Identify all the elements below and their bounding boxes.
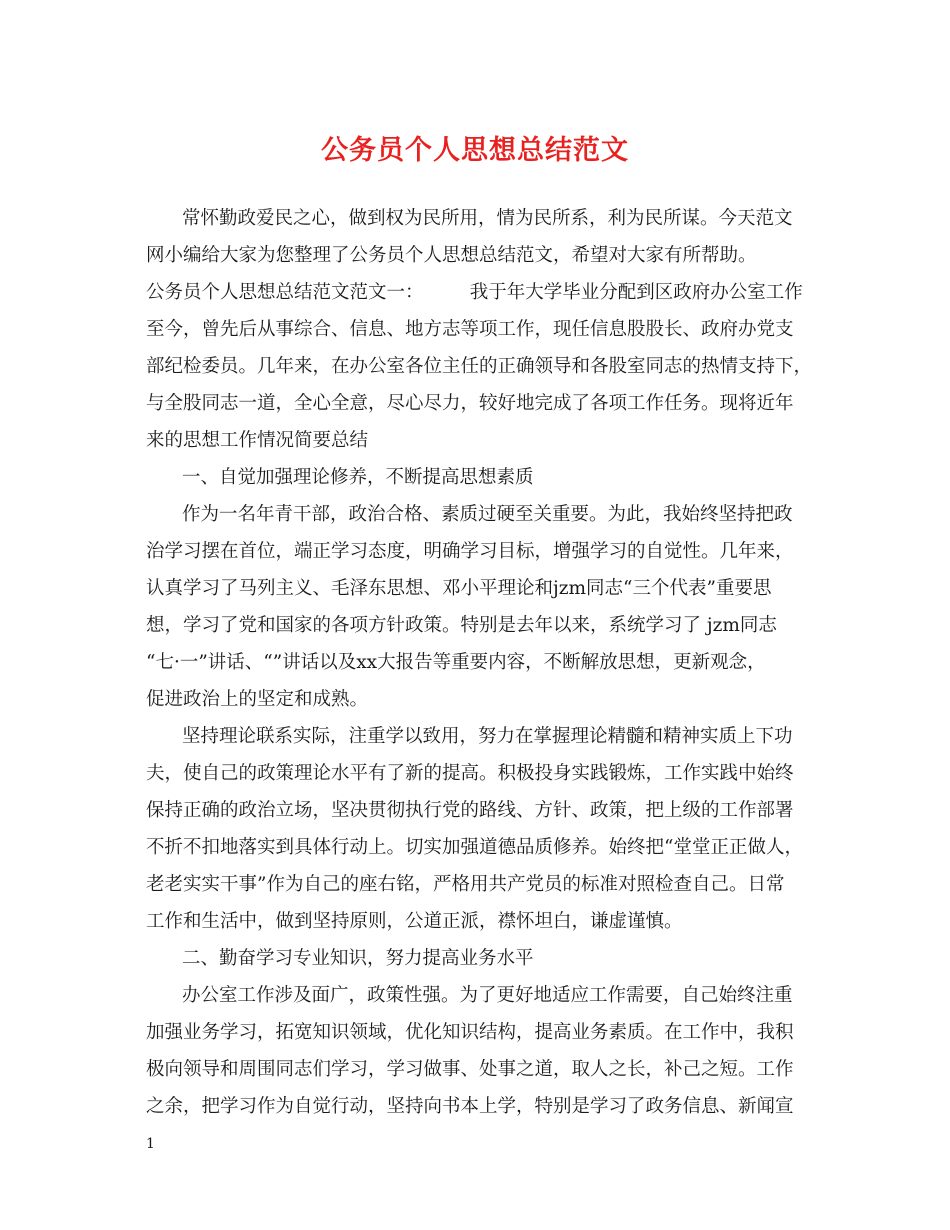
- text-line: 保持正确的政治立场，坚决贯彻执行党的路线、方针、政策，把上级的工作部署: [146, 800, 794, 821]
- text-line: 老老实实干事”作为自己的座右铭，严格用共产党员的标准对照检查自己。日常: [146, 874, 785, 895]
- text-line: 办公室工作涉及面广，政策性强。为了更好地适应工作需要，自己始终注重: [182, 985, 793, 1006]
- text-line: 夫，使自己的政策理论水平有了新的提高。积极投身实践锻炼，工作实践中始终: [146, 763, 794, 784]
- text-line: 作为一名年青干部，政治合格、素质过硬至关重要。为此，我始终坚持把政: [182, 504, 793, 525]
- text-line: 公务员个人思想总结范文范文一： 我于年大学毕业分配到区政府办公室工作: [146, 282, 803, 303]
- text-line: 坚持理论联系实际，注重学以致用，努力在掌握理论精髓和精神实质上下功: [182, 726, 793, 747]
- text-line: 工作和生活中，做到坚持原则，公道正派，襟怀坦白，谦虚谨慎。: [146, 911, 683, 932]
- text-line: 治学习摆在首位，端正学习态度，明确学习目标，增强学习的自觉性。几年来，: [146, 541, 794, 562]
- text-line: 来的思想工作情况简要总结: [146, 430, 369, 451]
- text-line: “七·一”讲话、“”讲话以及xx大报告等重要内容，不断解放思想，更新观念，: [146, 652, 766, 673]
- section-heading: 二、勤奋学习专业知识，努力提高业务水平: [182, 948, 534, 969]
- text-line: 想，学习了党和国家的各项方针政策。特别是去年以来，系统学习了 jzm同志: [146, 615, 777, 636]
- text-line: 与全股同志一道，全心全意，尽心尽力，较好地完成了各项工作任务。现将近年: [146, 393, 794, 414]
- document-title: 公务员个人思想总结范文: [321, 135, 629, 166]
- text-line: 不折不扣地落实到具体行动上。切实加强道德品质修养。始终把“堂堂正正做人，: [146, 837, 803, 858]
- text-line: 常怀勤政爱民之心，做到权为民所用，情为民所系，利为民所谋。今天范文: [182, 208, 793, 229]
- text-line: 部纪检委员。几年来，在办公室各位主任的正确领导和各股室同志的热情支持下，: [146, 356, 813, 377]
- text-line: 至今，曾先后从事综合、信息、地方志等项工作，现任信息股股长、政府办党支: [146, 319, 794, 340]
- text-line: 加强业务学习，拓宽知识领域，优化知识结构，提高业务素质。在工作中，我积: [146, 1022, 794, 1043]
- text-line: 网小编给大家为您整理了公务员个人思想总结范文，希望对大家有所帮助。: [146, 245, 757, 266]
- page-number: 1: [146, 1136, 155, 1152]
- text-line: 之余，把学习作为自觉行动，坚持向书本上学，特别是学习了政务信息、新闻宣: [146, 1096, 794, 1117]
- text-line: 促进政治上的坚定和成熟。: [146, 689, 369, 710]
- section-heading: 一、自觉加强理论修养，不断提高思想素质: [182, 467, 534, 488]
- text-line: 认真学习了马列主义、毛泽东思想、邓小平理论和jzm同志“三个代表”重要思: [146, 578, 772, 599]
- text-line: 极向领导和周围同志们学习，学习做事、处事之道，取人之长，补己之短。工作: [146, 1059, 794, 1080]
